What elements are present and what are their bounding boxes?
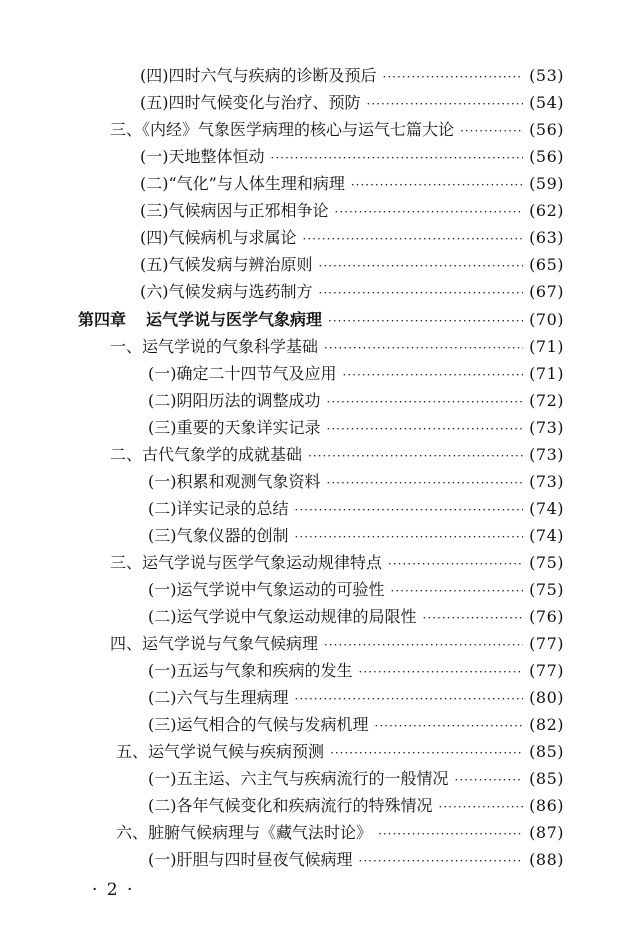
toc-entry[interactable]: [148, 522, 564, 550]
toc-entry-page: (62): [529, 201, 564, 220]
toc-entry-title: 六、脏腑气候病理与《藏气法时论》: [116, 823, 373, 842]
toc-leader-dots: [439, 793, 524, 821]
toc-entry-title: 五、运气学说气候与疾病预测: [116, 742, 325, 761]
toc-leader-dots: [460, 117, 523, 145]
toc-entry-title: (二)“气化”与人体生理和病理: [140, 174, 345, 193]
toc-entry-page: (71): [529, 337, 564, 356]
toc-entry-page: (70): [529, 310, 564, 329]
toc-entry-page: (73): [529, 418, 564, 437]
toc-entry-page: (85): [529, 769, 564, 788]
toc-entry-page: (77): [529, 661, 564, 680]
toc-entry[interactable]: [140, 278, 564, 306]
toc-entry-title: (四)气候病机与求属论: [140, 228, 297, 247]
toc-entry-title: (一)肝胆与四时昼夜气候病理: [148, 850, 353, 869]
toc-leader-dots: [295, 523, 524, 551]
toc-entry[interactable]: [148, 603, 564, 631]
toc-leader-dots: [328, 307, 523, 335]
toc-entry-page: (72): [529, 391, 564, 410]
toc-entry[interactable]: [140, 89, 564, 117]
toc-entry-title: (二)阴阳历法的调整成功: [148, 391, 321, 410]
toc-leader-dots: [335, 198, 524, 226]
toc-entry[interactable]: [148, 360, 564, 388]
toc-entry-title: (一)五主运、六主气与疾病流行的一般情况: [148, 769, 449, 788]
toc-section-entry[interactable]: [110, 441, 564, 469]
toc-entry[interactable]: [140, 224, 564, 252]
toc-section-entry[interactable]: [110, 333, 564, 361]
toc-entry-title: 一、运气学说的气象科学基础: [110, 337, 319, 356]
toc-leader-dots: [388, 550, 523, 578]
toc-entry-title: (二)六气与生理病理: [148, 688, 289, 707]
toc-entry-title: 四、运气学说与气象气候病理: [110, 634, 319, 653]
toc-leader-dots: [319, 279, 524, 307]
toc-leader-dots: [383, 63, 524, 91]
toc-leader-dots: [319, 252, 524, 280]
toc-entry-title: (三)气候病因与正邪相争论: [140, 201, 329, 220]
toc-leader-dots: [327, 469, 524, 497]
toc-entry-title: 三、《内经》气象医学病理的核心与运气七篇大论: [110, 120, 455, 139]
toc-entry-page: (86): [529, 796, 564, 815]
toc-leader-dots: [303, 225, 524, 253]
toc-leader-dots: [343, 361, 524, 389]
toc-leader-dots: [324, 631, 523, 659]
toc-entry[interactable]: [148, 846, 564, 874]
page-number: · 2 ·: [92, 880, 135, 900]
toc-entry-page: (77): [529, 634, 564, 653]
toc-leader-dots: [359, 847, 524, 875]
toc-entry[interactable]: [148, 657, 564, 685]
toc-entry-title: (四)四时六气与疾病的诊断及预后: [140, 66, 377, 85]
toc-leader-dots: [455, 766, 524, 794]
toc-entry[interactable]: [148, 684, 564, 712]
toc-leader-dots: [378, 820, 523, 848]
toc-entry-title: (二)详实记录的总结: [148, 499, 289, 518]
toc-entry-page: (76): [529, 607, 564, 626]
toc-entry[interactable]: [148, 576, 564, 604]
toc-entry-title: (一)运气学说中气象运动的可验性: [148, 580, 385, 599]
toc-entry-page: (56): [529, 147, 564, 166]
toc-leader-dots: [330, 739, 523, 767]
toc-entry-title: (一)积累和观测气象资料: [148, 472, 321, 491]
toc-leader-dots: [359, 658, 524, 686]
toc-entry-page: (73): [529, 445, 564, 464]
toc-entry[interactable]: [148, 711, 564, 739]
toc-entry-title: (一)五运与气象和疾病的发生: [148, 661, 353, 680]
toc-entry-page: (88): [529, 850, 564, 869]
toc-entry-title: 三、运气学说与医学气象运动规律特点: [110, 553, 383, 572]
toc-section-entry[interactable]: [110, 630, 564, 658]
toc-leader-dots: [367, 90, 524, 118]
toc-entry[interactable]: [140, 170, 564, 198]
toc-entry-page: (82): [529, 715, 564, 734]
toc-entry-title: (五)四时气候变化与治疗、预防: [140, 93, 361, 112]
toc-entry-title: (三)重要的天象详实记录: [148, 418, 321, 437]
toc-entry-title: (五)气候发病与辨治原则: [140, 255, 313, 274]
toc-leader-dots: [295, 685, 524, 713]
toc-entry[interactable]: [148, 468, 564, 496]
toc-entry[interactable]: [148, 414, 564, 442]
toc-entry-page: (80): [529, 688, 564, 707]
toc-leader-dots: [271, 144, 524, 172]
toc-entry-page: (75): [529, 553, 564, 572]
toc-leader-dots: [327, 415, 524, 443]
toc-entry[interactable]: [148, 495, 564, 523]
toc-entry-page: (74): [529, 526, 564, 545]
toc-entry-page: (65): [529, 255, 564, 274]
toc-entry-page: (53): [529, 66, 564, 85]
toc-section-entry[interactable]: [116, 819, 564, 847]
toc-entry-page: (67): [529, 282, 564, 301]
toc-section-entry[interactable]: [110, 116, 564, 144]
toc-entry[interactable]: [140, 143, 564, 171]
toc-entry[interactable]: [140, 251, 564, 279]
toc-entry-title: 二、古代气象学的成就基础: [110, 445, 303, 464]
toc-entry[interactable]: [140, 197, 564, 225]
toc-leader-dots: [391, 577, 524, 605]
toc-entry[interactable]: [148, 792, 564, 820]
chapter-label: 第四章: [78, 310, 127, 329]
toc-section-entry[interactable]: [110, 549, 564, 577]
toc-entry[interactable]: [148, 387, 564, 415]
toc-entry-page: (56): [529, 120, 564, 139]
toc-entry-title: (一)天地整体恒动: [140, 147, 265, 166]
toc-entry-title: (一)确定二十四节气及应用: [148, 364, 337, 383]
toc-leader-dots: [308, 442, 523, 470]
toc-chapter-entry[interactable]: [78, 306, 564, 334]
toc-entry[interactable]: [148, 765, 564, 793]
toc-entry-page: (63): [529, 228, 564, 247]
toc-leader-dots: [327, 388, 524, 416]
toc-entry-page: (75): [529, 580, 564, 599]
toc-leader-dots: [351, 171, 523, 199]
toc-entry-title: (三)气象仪器的创制: [148, 526, 289, 545]
toc-chapter-title: [78, 306, 322, 334]
toc-entry-page: (71): [529, 364, 564, 383]
toc-entry-title: (二)各年气候变化和疾病流行的特殊情况: [148, 796, 433, 815]
toc-leader-dots: [295, 496, 524, 524]
toc-entry-title: (三)运气相合的气候与发病机理: [148, 715, 369, 734]
toc-entry-page: (73): [529, 472, 564, 491]
toc-entry-page: (74): [529, 499, 564, 518]
toc-leader-dots: [375, 712, 524, 740]
toc-entry-title: (六)气候发病与选药制方: [140, 282, 313, 301]
toc-entry-page: (59): [529, 174, 564, 193]
toc-entry-page: (85): [529, 742, 564, 761]
toc-entry[interactable]: [140, 62, 564, 90]
toc-entry-page: (87): [529, 823, 564, 842]
toc-entry-title: (二)运气学说中气象运动规律的局限性: [148, 607, 417, 626]
toc-section-entry[interactable]: [116, 738, 564, 766]
toc-leader-dots: [324, 334, 523, 362]
toc-entry-page: (54): [529, 93, 564, 112]
toc-leader-dots: [423, 604, 524, 632]
chapter-title-text: 运气学说与医学气象病理: [146, 310, 323, 329]
